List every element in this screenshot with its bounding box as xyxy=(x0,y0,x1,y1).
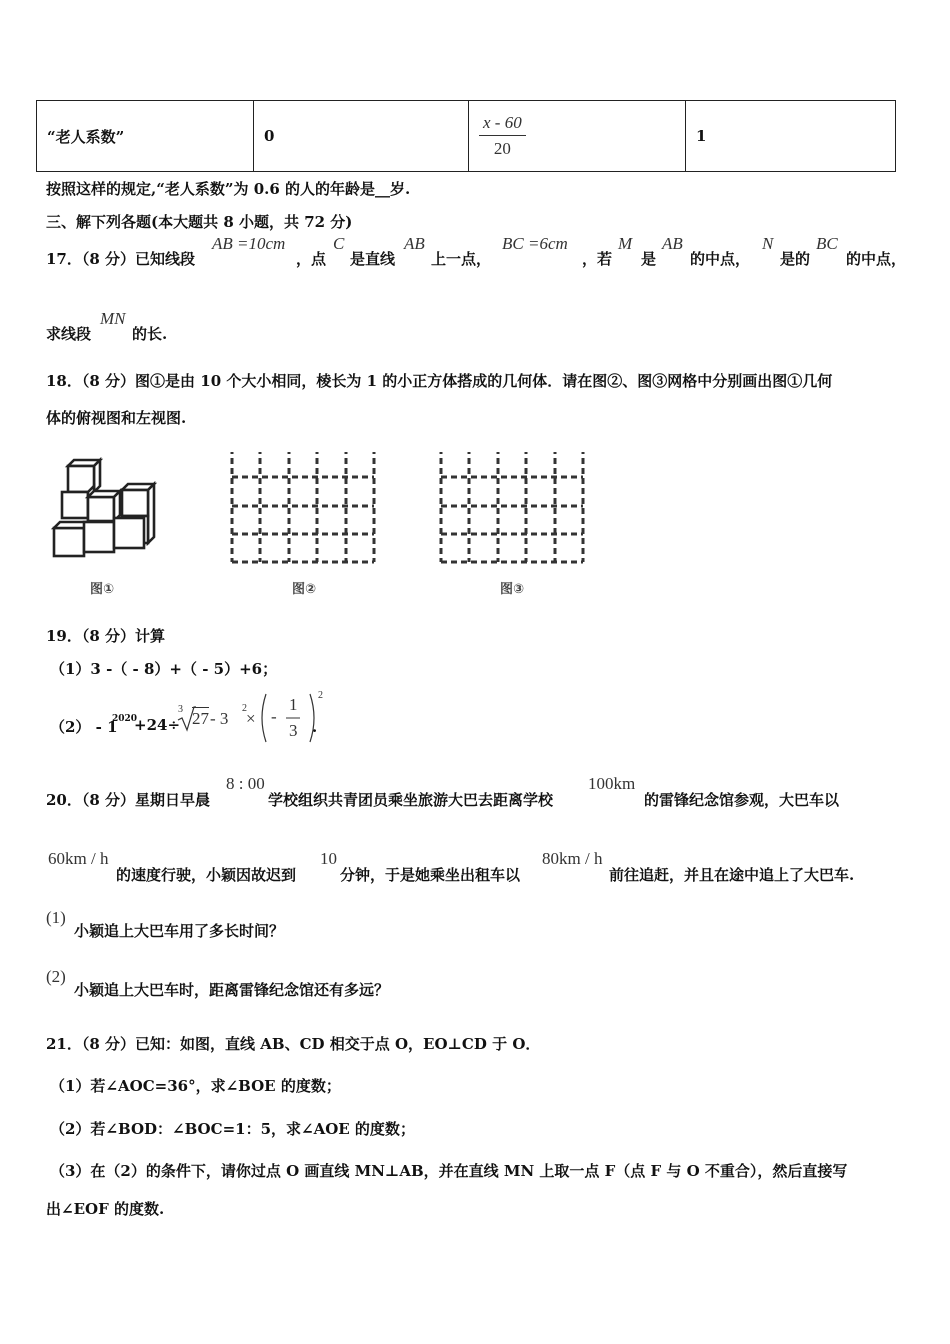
math-mn: MN xyxy=(100,309,126,328)
table-cell-zero: 0 xyxy=(254,101,469,172)
exponent: 2 xyxy=(242,703,247,714)
grid-figure-2 xyxy=(232,452,374,562)
fraction-numerator: 1 xyxy=(289,695,298,714)
math-m: M xyxy=(618,234,633,253)
q19-part-1: （1）3 -（ - 8）+（ - 5）+6； xyxy=(50,660,278,678)
q17-text: 17．（8 分）已知线段 xyxy=(46,250,196,268)
formula-fraction xyxy=(479,113,526,159)
minus-sign: - xyxy=(271,707,277,726)
table-cell-formula xyxy=(469,101,686,172)
q20-text: 小颖追上大巴车用了多长时间？ xyxy=(74,922,285,940)
q20-sub-2 xyxy=(46,965,466,999)
q17-text: 的长. xyxy=(132,325,168,343)
radicand: 27 xyxy=(192,709,209,728)
exponent: 2 xyxy=(318,690,323,701)
q21-part-2: （2）若∠BOD：∠BOC=1：5，求∠AOE 的度数； xyxy=(50,1120,415,1138)
q18-line-2: 体的俯视图和左视图. xyxy=(46,409,187,427)
sub-number: (1) xyxy=(46,908,66,927)
q17-text: ，点 xyxy=(296,250,327,268)
math-late: 10 xyxy=(320,849,337,868)
math-ab: AB xyxy=(404,234,425,253)
table-cell-label: “老人系数” xyxy=(37,101,254,172)
q17-line-2 xyxy=(46,309,246,341)
q20-line-2 xyxy=(46,847,926,884)
math-bc: BC xyxy=(816,234,838,253)
parentheses-icon xyxy=(258,692,318,744)
caption-figure-3: 图③ xyxy=(500,582,525,597)
q17-text: 是直线 xyxy=(350,250,396,268)
math-n: N xyxy=(762,234,774,253)
grid-figure-3 xyxy=(441,452,583,562)
table-row xyxy=(37,101,896,172)
math-c: C xyxy=(333,234,345,253)
q20-text: 的速度行驶，小颖因故迟到 xyxy=(116,866,297,884)
fraction-numerator: x - 60 xyxy=(479,113,526,136)
root-index: 3 xyxy=(178,704,183,715)
q17-line-1 xyxy=(46,234,916,266)
exponent: 2020 xyxy=(112,714,138,724)
q20-text: 20．（8 分）星期日早晨 xyxy=(46,791,211,809)
q17-text: 是的 xyxy=(780,250,811,268)
q20-text: 学校组织共青团员乘坐旅游大巴去距离学校 xyxy=(268,791,554,809)
q20-text: 小颖追上大巴车时，距离雷锋纪念馆还有多远？ xyxy=(74,981,390,999)
sub-number: (2) xyxy=(46,967,66,986)
q17-text: 上一点， xyxy=(431,250,492,268)
q20-line-1 xyxy=(46,772,926,809)
math-ab: AB xyxy=(662,234,683,253)
math-distance: 100km xyxy=(588,774,636,793)
q19-text: - 3 xyxy=(210,709,229,728)
q20-sub-1 xyxy=(46,906,446,940)
q21-part-3-line-2: 出∠EOF 的度数. xyxy=(46,1200,165,1218)
q19-title: 19．（8 分）计算 xyxy=(46,627,166,645)
q16-answer-line: 按照这样的规定,“老人系数”为 0.6 的人的年龄是__岁. xyxy=(46,180,411,198)
q19-part-2 xyxy=(50,690,370,746)
q20-text: 分钟，于是她乘坐出租车以 xyxy=(340,866,521,884)
age-coefficient-table xyxy=(36,100,896,172)
section-3-heading: 三、解下列各题(本大题共 8 小题，共 72 分) xyxy=(46,213,353,231)
q20-text: 前往追赶，并且在途中追上了大巴车. xyxy=(609,866,855,884)
cube-stack-figure xyxy=(54,460,154,556)
math-ab-eq: AB =10cm xyxy=(212,234,286,253)
caption-figure-1: 图① xyxy=(90,582,115,597)
table-cell-one: 1 xyxy=(686,101,896,172)
q18-line-1: 18．（8 分）图①是由 10 个大小相同，棱长为 1 的小正方体搭成的几何体．请在图②、图③网格中分别画出图①几何 xyxy=(46,372,833,390)
math-speed-1: 60km / h xyxy=(48,849,109,868)
q21-title: 21．（8 分）已知：如图，直线 AB、CD 相交于点 O，EO⊥CD 于 O． xyxy=(46,1035,541,1053)
q21-part-3-line-1: （3）在（2）的条件下，请你过点 O 画直线 MN⊥AB，并在直线 MN 上取一点 F（点 F 与 O 不重合），然后直接写 xyxy=(50,1162,848,1180)
times-sign: × xyxy=(246,709,256,728)
q17-text: 的中点， xyxy=(690,250,751,268)
q20-text: 的雷锋纪念馆参观，大巴车以 xyxy=(644,791,840,809)
q17-text: 是 xyxy=(641,250,657,268)
math-bc-eq: BC =6cm xyxy=(502,234,568,253)
q19-text: +24÷ xyxy=(134,716,181,734)
q17-text: 的中点， xyxy=(846,250,907,268)
q17-text: ，若 xyxy=(582,250,613,268)
fraction-denominator: 3 xyxy=(289,721,298,740)
fraction-denominator: 20 xyxy=(493,139,511,158)
q21-part-1: （1）若∠AOC=36°，求∠BOE 的度数； xyxy=(50,1077,341,1095)
math-speed-2: 80km / h xyxy=(542,849,603,868)
math-time: 8 : 00 xyxy=(226,774,265,793)
period: . xyxy=(312,718,318,736)
q17-text: 求线段 xyxy=(46,325,92,343)
caption-figure-2: 图② xyxy=(292,582,317,597)
q19-text: （2） - 1 xyxy=(50,718,118,736)
